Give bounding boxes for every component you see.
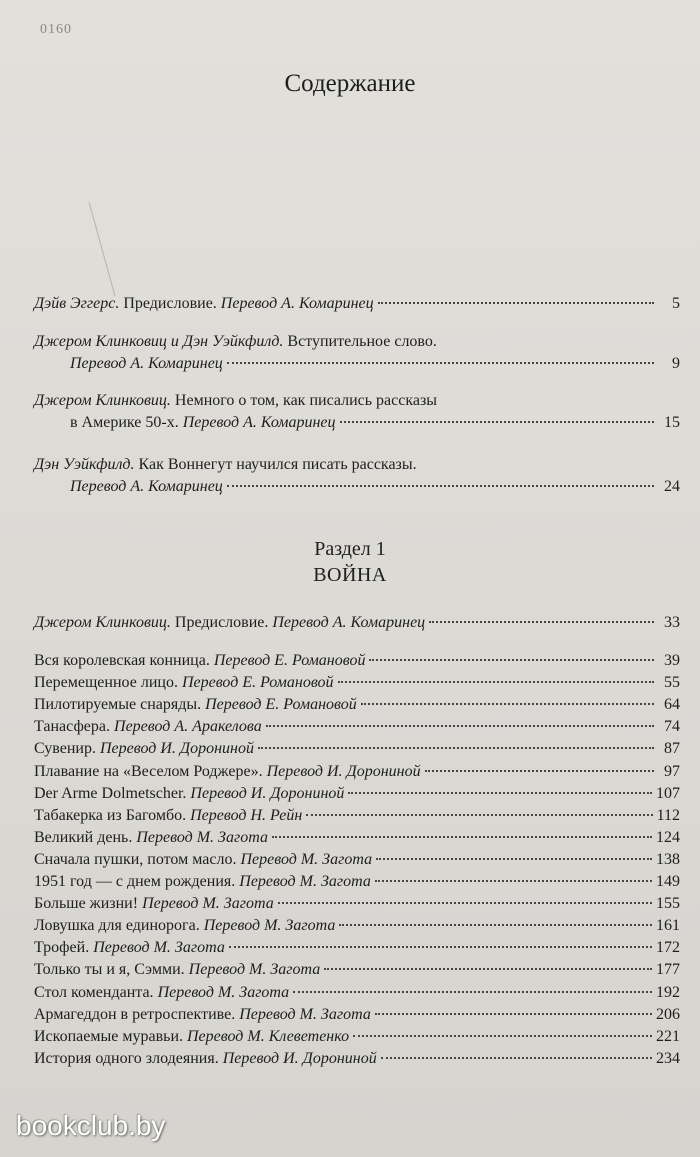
- toc-title: Немного о том, как писались рассказы: [170, 392, 438, 409]
- toc-translator: Перевод М. Клеветенко: [183, 1027, 350, 1045]
- toc-page-number: 74: [664, 718, 680, 736]
- toc-leader-dots: [369, 658, 654, 661]
- toc-translator: Перевод А. Комаринец: [70, 355, 223, 372]
- toc-page-number: 33: [664, 614, 680, 631]
- toc-title: Великий день.: [34, 828, 133, 846]
- toc-line: [34, 353, 680, 375]
- toc-line: [34, 827, 680, 849]
- toc-translator: Перевод М. Загота: [235, 1005, 371, 1023]
- toc-entry: [34, 893, 680, 915]
- toc-translator: Перевод А. Аракелова: [110, 718, 262, 736]
- toc-entry: [34, 716, 680, 738]
- toc-title: Больше жизни!: [34, 895, 139, 913]
- toc-title: Плавание на «Веселом Роджере».: [34, 762, 263, 780]
- watermark-logo: bookclub.by: [16, 1110, 166, 1141]
- toc-page-number: 9: [672, 355, 680, 372]
- toc-author: Дэн Уэйкфилд.: [34, 456, 135, 473]
- toc-title: Только ты и я, Сэмми.: [34, 961, 185, 979]
- toc-translator: Перевод А. Комаринец: [70, 478, 223, 495]
- toc-translator: Перевод М. Загота: [184, 961, 321, 979]
- toc-page-number: 138: [656, 850, 680, 868]
- toc-leader-dots: [227, 361, 654, 364]
- toc-leader-dots: [339, 923, 652, 926]
- toc-line: [34, 871, 680, 893]
- toc-leader-dots: [293, 990, 652, 993]
- toc-title: Как Воннегут научился писать рассказы.: [134, 456, 417, 473]
- pencil-mark-icon: [85, 200, 125, 300]
- toc-line: [34, 331, 680, 353]
- toc-title: История одного злодеяния.: [34, 1049, 219, 1067]
- toc-leader-dots: [375, 1012, 652, 1015]
- toc-title: Der Arme Dolmetscher.: [34, 784, 187, 802]
- toc-line: [34, 915, 680, 937]
- toc-translator: Перевод М. Загота: [199, 917, 336, 935]
- toc-leader-dots: [425, 769, 654, 772]
- toc-author: Дэйв Эггерс.: [34, 295, 120, 312]
- toc-line: [34, 650, 680, 672]
- toc-translator: Перевод А. Комаринец: [178, 414, 336, 431]
- toc-line: [34, 805, 680, 827]
- toc-page-number: 97: [664, 762, 680, 780]
- toc-leader-dots: [324, 967, 652, 970]
- toc-author: Джером Клинковиц.: [34, 614, 171, 631]
- toc-page-number: 192: [656, 983, 680, 1001]
- toc-page-number: 87: [664, 740, 680, 758]
- toc-leader-dots: [375, 879, 652, 882]
- toc-line: [34, 390, 680, 412]
- toc-page-number: 234: [656, 1049, 680, 1067]
- toc-translator: Перевод М. Загота: [132, 828, 268, 846]
- section-name: ВОЙНА: [313, 564, 387, 586]
- toc-entry: [34, 871, 680, 893]
- toc-line: [34, 454, 680, 476]
- toc-page-number: 24: [664, 478, 680, 495]
- toc-line: [34, 1004, 680, 1026]
- toc-title: Ловушка для единорога.: [34, 917, 200, 935]
- toc-title: Ископаемые муравьи.: [34, 1027, 183, 1045]
- toc-leader-dots: [338, 680, 654, 683]
- toc-translator: Перевод М. Загота: [138, 895, 274, 913]
- toc-leader-dots: [340, 420, 654, 423]
- toc-entry: [34, 454, 680, 498]
- toc-page-number: 149: [656, 873, 680, 890]
- toc-leader-dots: [429, 620, 654, 623]
- toc-entry: [34, 959, 680, 981]
- running-head: 0160: [40, 22, 72, 37]
- toc-entry: [34, 1048, 680, 1070]
- toc-page-number: 161: [656, 917, 680, 935]
- toc-leader-dots: [266, 724, 654, 727]
- toc-title: Армагеддон в ретроспективе.: [34, 1005, 236, 1023]
- toc-translator: Перевод И. Дорониной: [218, 1049, 377, 1067]
- toc-entry: [34, 293, 680, 315]
- toc-author: Джером Клинковиц и Дэн Уэйкфилд.: [34, 333, 284, 350]
- toc-title: Предисловие.: [170, 614, 269, 631]
- toc-leader-dots: [278, 901, 652, 904]
- toc-line: [34, 672, 680, 694]
- toc-leader-dots: [378, 301, 654, 304]
- toc-page-number: 5: [672, 295, 680, 312]
- toc-translator: Перевод М. Загота: [89, 939, 225, 957]
- toc-page-number: 112: [656, 806, 680, 824]
- toc-line: [34, 849, 680, 871]
- toc-line: [34, 982, 680, 1004]
- toc-title: Перемещенное лицо.: [34, 674, 178, 692]
- toc-line: [34, 1048, 680, 1070]
- toc-translator: Перевод М. Загота: [153, 983, 290, 1001]
- toc-leader-dots: [229, 945, 652, 948]
- toc-translator: Перевод А. Комаринец: [268, 614, 426, 631]
- toc-title: Стол коменданта.: [34, 983, 154, 1001]
- toc-page-number: 55: [664, 674, 680, 692]
- toc-entry: [34, 982, 680, 1004]
- toc-line: [34, 1026, 680, 1048]
- toc-title: Сначала пушки, потом масло.: [34, 850, 237, 868]
- toc-translator: Перевод Е. Романовой: [201, 696, 357, 714]
- toc-entry: [34, 672, 680, 694]
- toc-entry: [34, 849, 680, 871]
- toc-line: [34, 612, 680, 634]
- toc-line: [34, 716, 680, 738]
- toc-translator: Перевод М. Загота: [235, 873, 371, 890]
- toc-title: Предисловие.: [119, 295, 217, 312]
- toc-translator: Перевод Е. Романовой: [209, 652, 366, 669]
- toc-entry: [34, 1004, 680, 1026]
- toc-title: Табакерка из Багомбо.: [34, 806, 187, 824]
- toc-entry: [34, 761, 680, 783]
- toc-title: Сувенир.: [34, 740, 96, 758]
- toc-entry: [34, 331, 680, 375]
- toc-translator: Перевод А. Комаринец: [216, 295, 374, 312]
- page-title: Содержание: [284, 70, 416, 97]
- toc-leader-dots: [353, 1034, 652, 1037]
- toc-line: [34, 761, 680, 783]
- toc-entry: [34, 827, 680, 849]
- toc-leader-dots: [306, 813, 652, 816]
- toc-translator: Перевод И. Дорониной: [186, 784, 345, 802]
- toc-page-number: 155: [656, 895, 680, 913]
- toc-page-number: 221: [656, 1027, 680, 1045]
- toc-leader-dots: [348, 791, 652, 794]
- toc-page-number: 124: [656, 828, 680, 846]
- section-number: Раздел 1: [314, 538, 386, 560]
- toc-translator: Перевод И. Дорониной: [95, 740, 254, 758]
- toc-entry: [34, 612, 680, 634]
- toc-entry: [34, 738, 680, 760]
- toc-leader-dots: [376, 857, 652, 860]
- toc-translator: Перевод М. Загота: [236, 850, 373, 868]
- toc-leader-dots: [227, 484, 654, 487]
- toc-title: Трофей.: [34, 939, 90, 957]
- toc-entry: [34, 915, 680, 937]
- toc-page-number: 15: [664, 414, 680, 431]
- toc-page-number: 177: [656, 961, 680, 979]
- toc-line: [34, 937, 680, 959]
- toc-entry: [34, 805, 680, 827]
- toc-title: Вступительное слово.: [283, 333, 437, 350]
- toc-line: [34, 293, 680, 315]
- toc-entry: [34, 937, 680, 959]
- toc-line: [34, 412, 680, 434]
- toc-entry: [34, 390, 680, 434]
- toc-entry: [34, 694, 680, 716]
- toc-author: Джером Клинковиц.: [34, 392, 171, 409]
- toc-page-number: 39: [664, 652, 680, 669]
- toc-title: 1951 год — с днем рождения.: [34, 873, 236, 890]
- toc-line: [34, 783, 680, 805]
- toc-entry: [34, 1026, 680, 1048]
- toc-leader-dots: [272, 835, 652, 838]
- toc-translator: Перевод Н. Рейн: [186, 806, 303, 824]
- toc-page-number: 172: [656, 939, 680, 957]
- toc-leader-dots: [361, 702, 654, 705]
- toc-title: в Америке 50-х.: [70, 414, 179, 431]
- toc-leader-dots: [381, 1056, 652, 1059]
- toc-page-number: 107: [656, 784, 680, 802]
- toc-line: [34, 694, 680, 716]
- toc-line: [34, 476, 680, 498]
- toc-line: [34, 738, 680, 760]
- toc-line: [34, 959, 680, 981]
- toc-title: Вся королевская конница.: [34, 652, 210, 669]
- toc-line: [34, 893, 680, 915]
- toc-entry: [34, 650, 680, 672]
- toc-translator: Перевод И. Дорониной: [262, 762, 421, 780]
- toc-page-number: 64: [664, 696, 680, 714]
- toc-entry: [34, 783, 680, 805]
- toc-leader-dots: [258, 746, 654, 749]
- toc-title: Танасфера.: [34, 718, 111, 736]
- toc-page-number: 206: [656, 1005, 680, 1023]
- toc-translator: Перевод Е. Романовой: [177, 674, 334, 692]
- toc-title: Пилотируемые снаряды.: [34, 696, 202, 714]
